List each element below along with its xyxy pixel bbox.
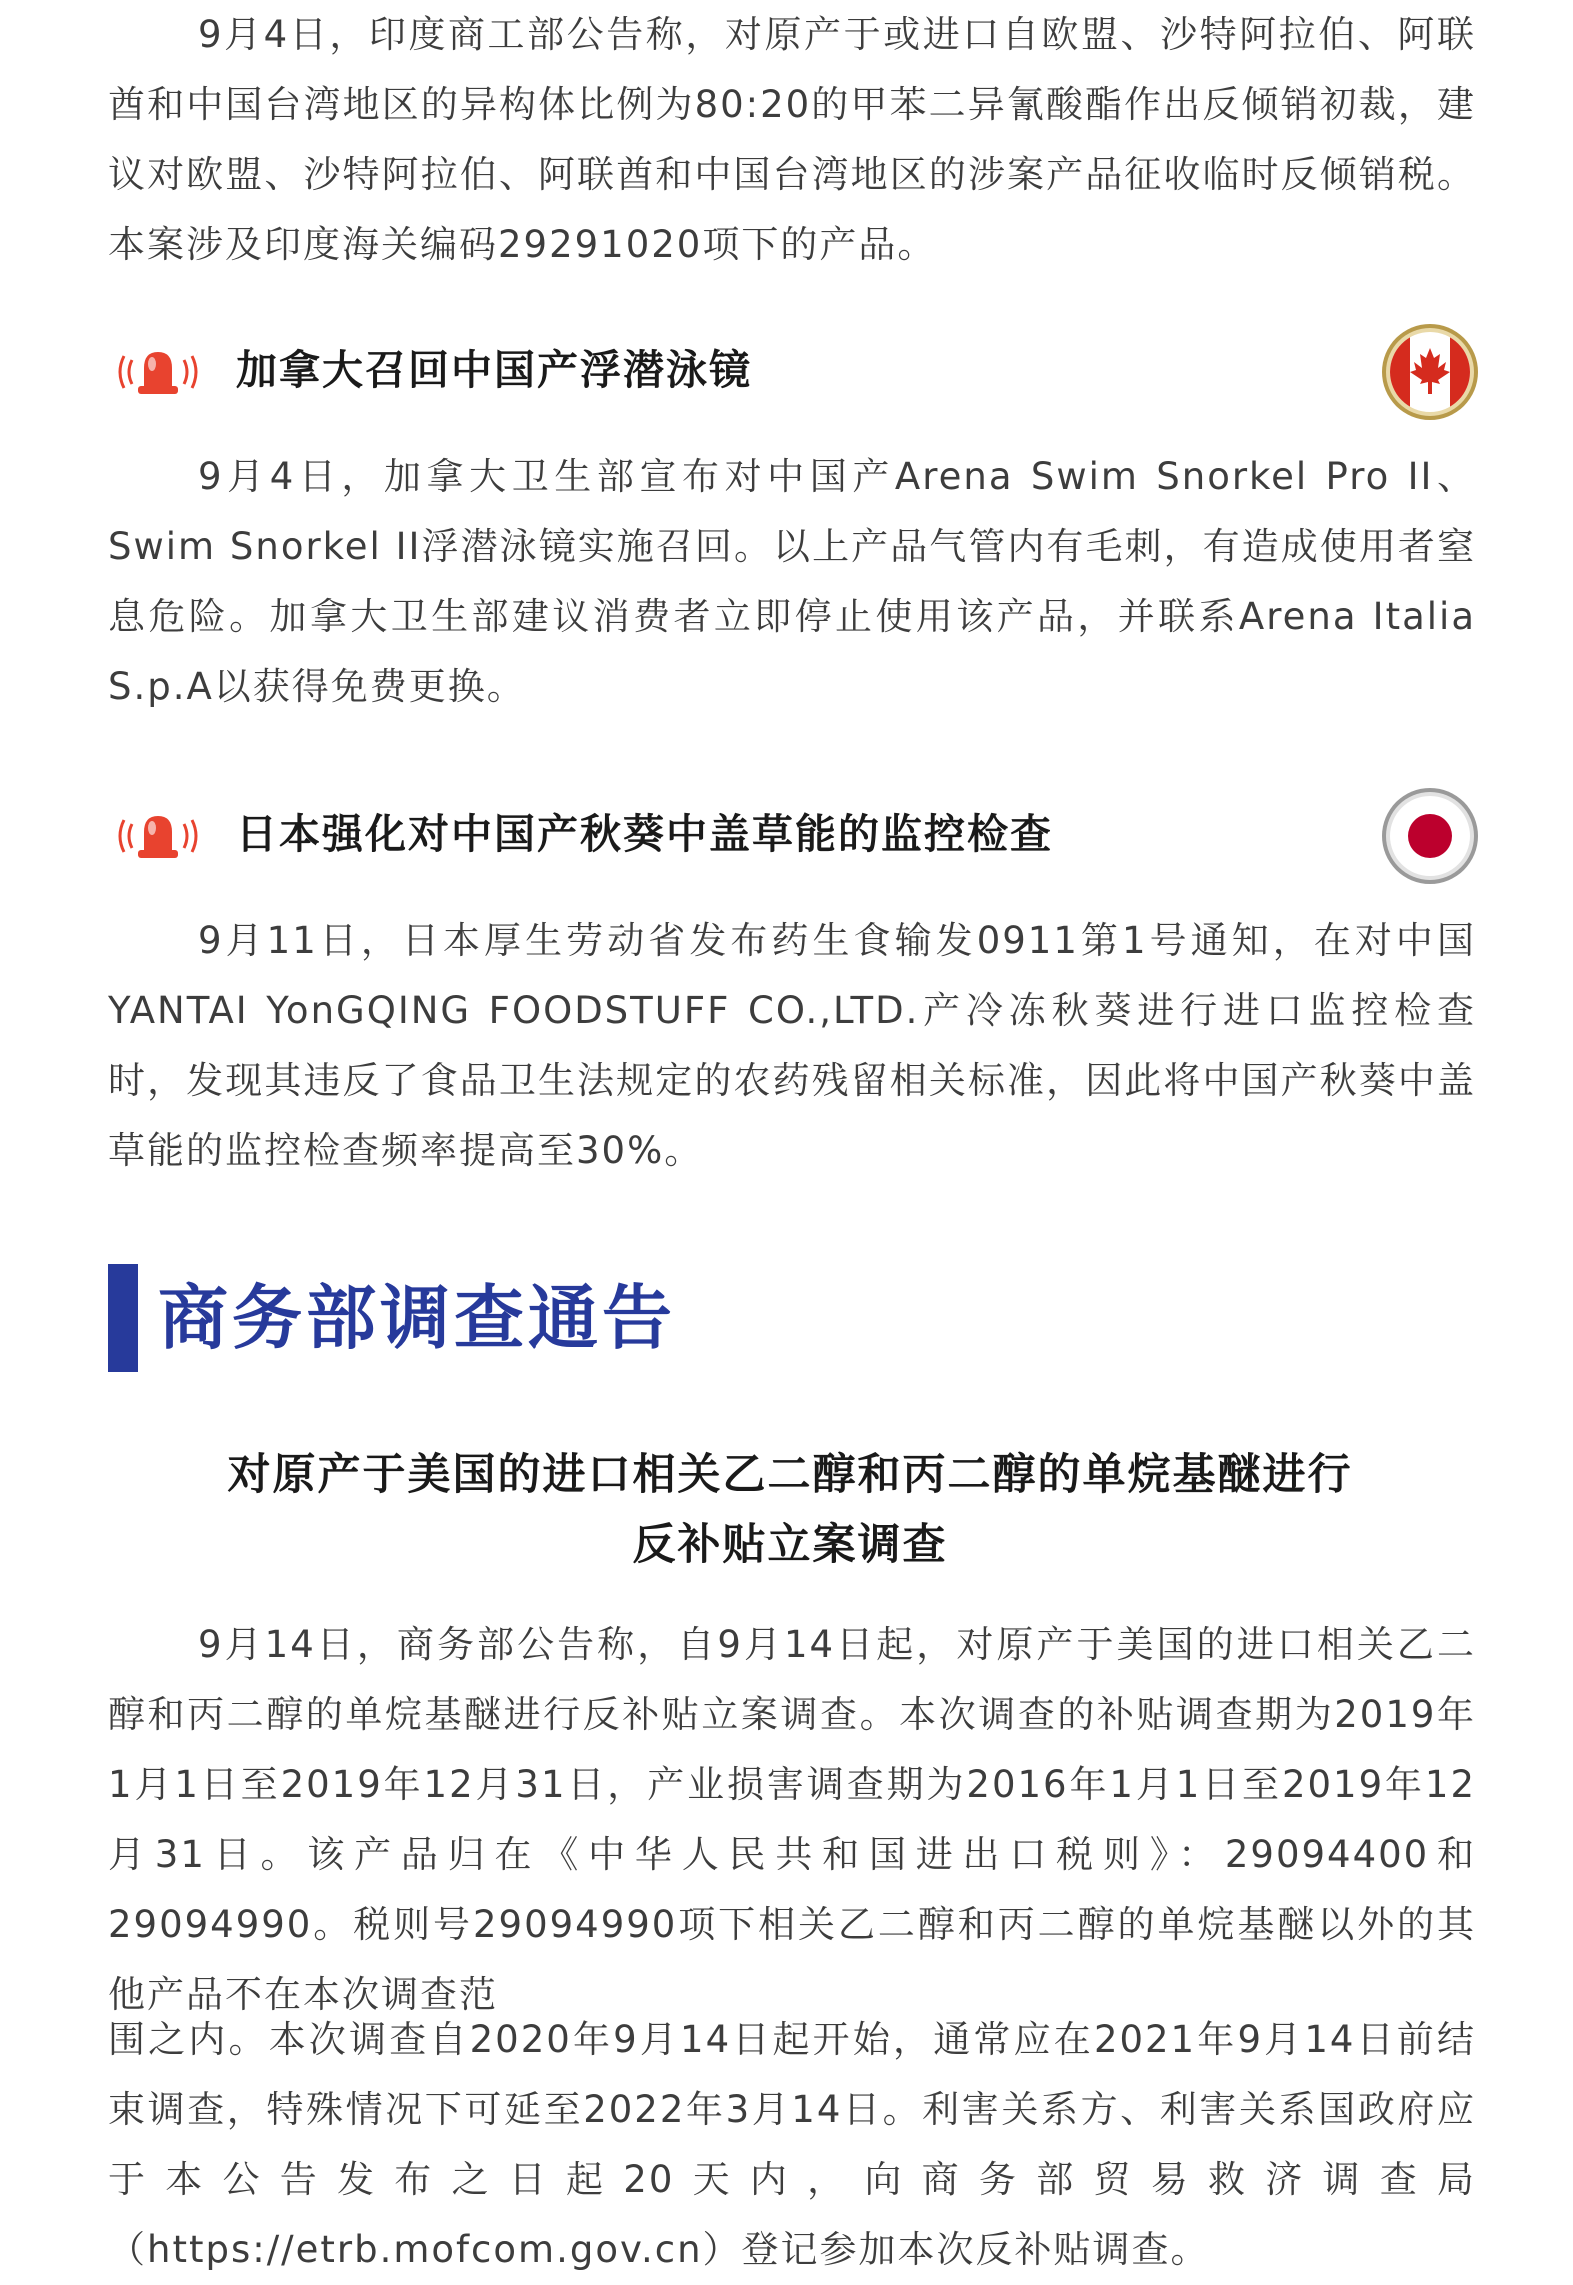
alarm-bell-icon xyxy=(110,340,206,404)
article-title-line1: 对原产于美国的进口相关乙二醇和丙二醇的单烷基醚进行 xyxy=(227,1450,1353,1500)
news-title-japan: 日本强化对中国产秋葵中盖草能的监控检查 xyxy=(236,810,1053,858)
news-body-canada-text: 9月4日，加拿大卫生部宣布对中国产Arena Swim Snorkel Pro II、Swim Snorkel II浮潜泳镜实施召回。以上产品气管内有毛刺，有造成使用者窒息危险。加拿大卫生部建议消费者立即停止使用该产品，并联系Arena Italia S.p.A以获得免费更换。 xyxy=(108,455,1476,708)
news-header-japan xyxy=(100,786,1480,886)
news-body-japan xyxy=(108,906,1476,1186)
alarm-bell-icon xyxy=(110,804,206,868)
intro-paragraph xyxy=(108,0,1476,280)
news-header-canada xyxy=(100,322,1480,422)
section-title: 商务部调查通告 xyxy=(158,1277,676,1359)
news-body-canada xyxy=(108,442,1476,722)
article-body-part2 xyxy=(108,2005,1476,2285)
article-body-part1 xyxy=(108,1610,1476,2030)
article-body-part1-text: 9月14日，商务部公告称，自9月14日起，对原产于美国的进口相关乙二醇和丙二醇的单烷基醚进行反补贴立案调查。本次调查的补贴调查期为2019年1月1日至2019年12月31日，产业损害调查期为2016年1月1日至2019年12月31日。该产品归在《中华人民共和国进出口税则》：29094400和29094990。税则号29094990项下相关乙二醇和丙二醇的单烷基醚以外的其他产品不在本次调查范 xyxy=(108,1623,1476,2016)
article-body-part2-text: 围之内。本次调查自2020年9月14日起开始，通常应在2021年9月14日前结束调查，特殊情况下可延至2022年3月14日。利害关系方、利害关系国政府应于本公告发布之日起20天内，向商务部贸易救济调查局（https://etrb.mofcom.gov.cn）登记参加本次反补贴调查。 xyxy=(108,2018,1476,2271)
canada-flag-icon xyxy=(1380,322,1480,422)
news-body-japan-text: 9月11日，日本厚生劳动省发布药生食输发0911第1号通知，在对中国YANTAI YonGQING FOODSTUFF CO.,LTD.产冷冻秋葵进行进口监控检查时，发现其违反了食品卫生法规定的农药残留相关标准，因此将中国产秋葵中盖草能的监控检查频率提高至30%。 xyxy=(108,919,1476,1172)
japan-flag-icon xyxy=(1380,786,1480,886)
intro-text: 9月4日，印度商工部公告称，对原产于或进口自欧盟、沙特阿拉伯、阿联酋和中国台湾地区的异构体比例为80:20的甲苯二异氰酸酯作出反倾销初裁，建议对欧盟、沙特阿拉伯、阿联酋和中国台湾地区的涉案产品征收临时反倾销税。本案涉及印度海关编码29291020项下的产品。 xyxy=(108,13,1476,266)
section-accent-bar xyxy=(108,1264,138,1372)
article-title-line2: 反补贴立案调查 xyxy=(632,1520,948,1570)
news-title-canada: 加拿大召回中国产浮潜泳镜 xyxy=(236,346,752,394)
